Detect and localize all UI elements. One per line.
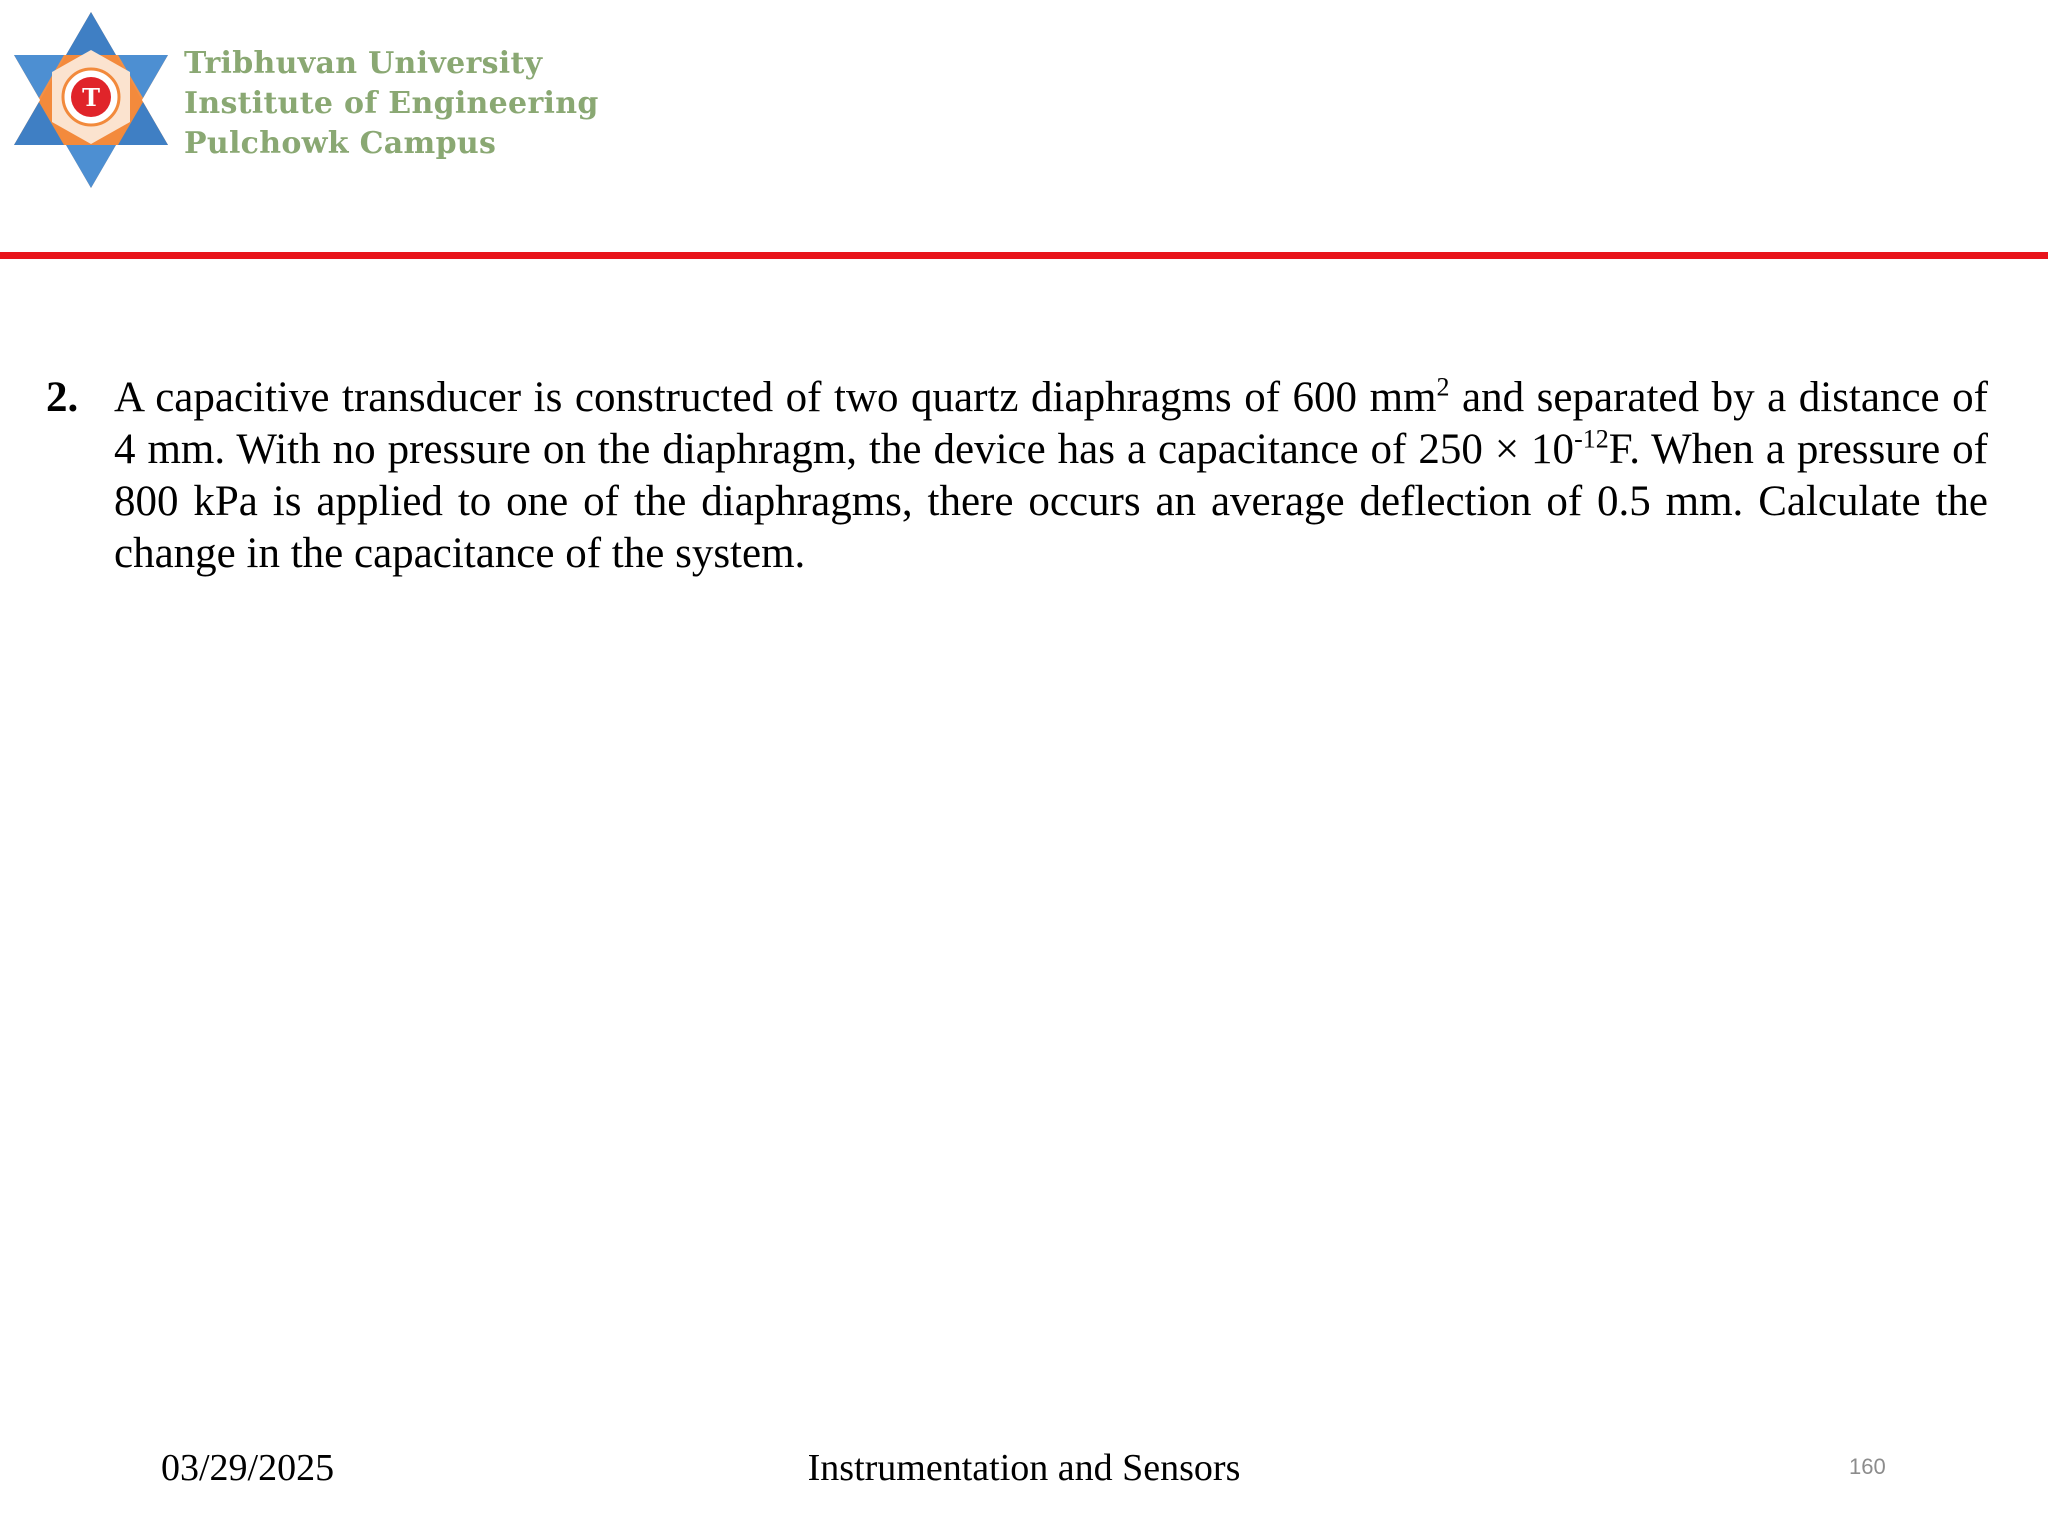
slide-header	[0, 0, 2048, 200]
problem-statement	[46, 372, 1988, 580]
problem-text-part-1: A capacitive transducer is constructed of two quartz diaphragms of 600 mm	[114, 374, 1437, 421]
problem-number: 2.	[46, 374, 79, 421]
institution-line-institute: Institute of Engineering	[184, 86, 599, 121]
problem-text-part-3: F. When a pressure of 800 kPa is applied to one of the diaphragms, there occurs an average deflection of 0.5 mm. Calculate the change in the capacitance of the system.	[114, 426, 1988, 577]
header-divider	[0, 252, 2048, 259]
svg-text:T: T	[82, 83, 100, 112]
slide-number: 160	[1849, 1454, 1886, 1479]
problem-text-part-2: and separated by a distance of 4 mm. With no pressure on the diaphragm, the device has a capacitance of 250 × 10	[114, 374, 1988, 473]
area-exponent: 2	[1436, 372, 1450, 402]
capacitance-exponent: -12	[1574, 424, 1609, 454]
footer-date: 03/29/2025	[161, 1447, 335, 1489]
problem-text	[114, 372, 1988, 580]
institution-line-campus: Pulchowk Campus	[184, 126, 497, 161]
university-emblem-icon	[12, 10, 170, 190]
institution-line-university: Tribhuvan University	[184, 46, 543, 81]
footer-title: Instrumentation and Sensors	[807, 1447, 1241, 1489]
institution-name	[184, 44, 599, 164]
